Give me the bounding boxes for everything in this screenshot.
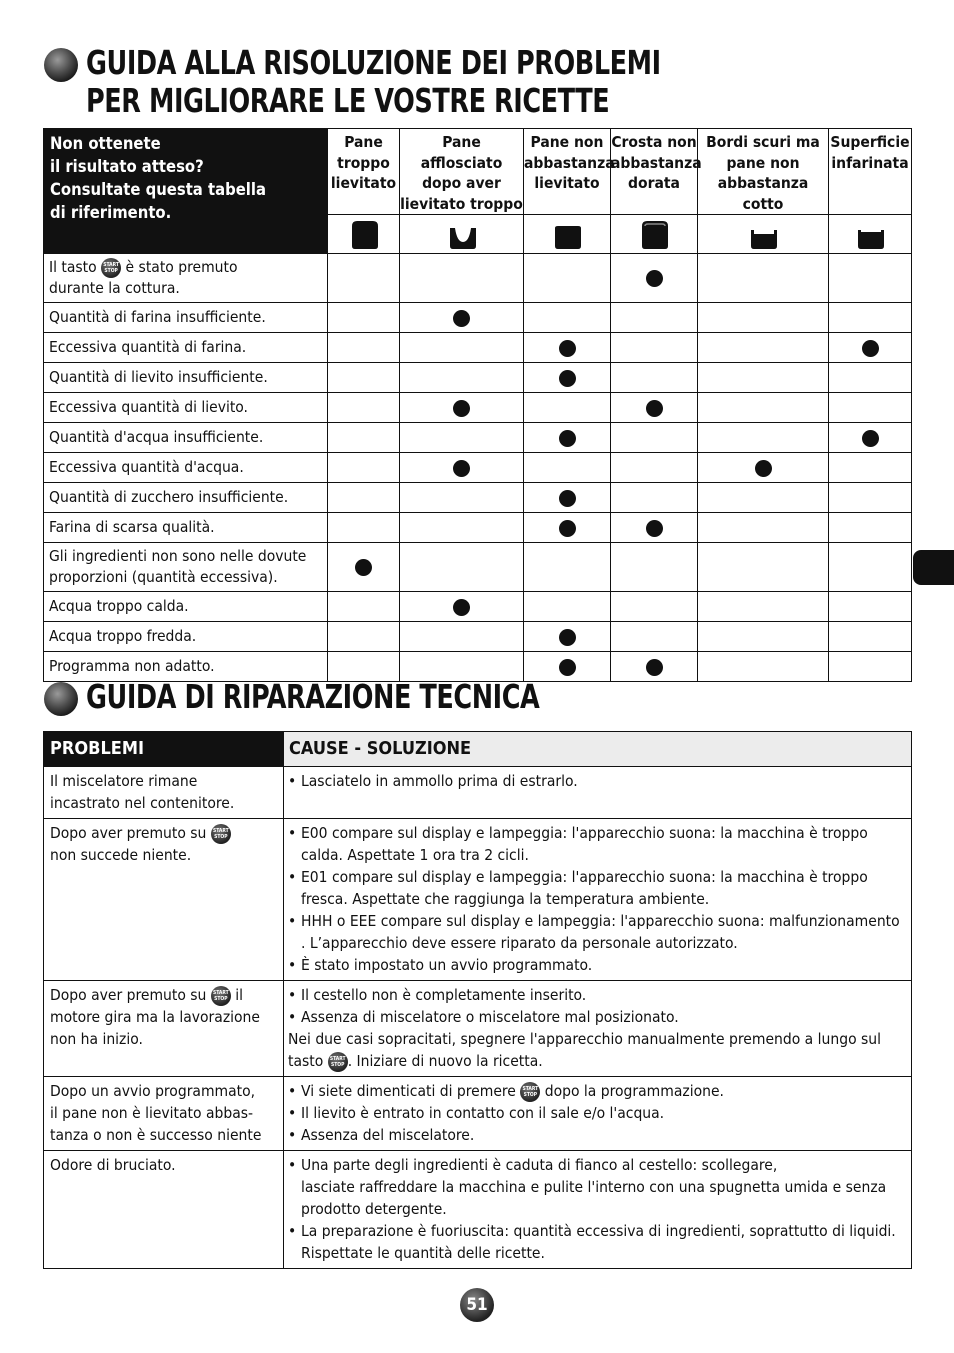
mark-cell — [611, 543, 698, 592]
mark-cell — [611, 333, 698, 363]
table-row — [44, 254, 912, 303]
mark-cell — [698, 303, 829, 333]
bullet-icon: • — [288, 868, 297, 886]
bread-collapsed-icon — [447, 220, 477, 248]
title-line-1: GUIDA ALLA RISOLUZIONE DEI PROBLEMI — [86, 43, 661, 82]
row-label: Programma non adatto. — [44, 652, 328, 682]
cause-text: Una parte degli ingredienti è caduta di fianco al cestello: scollegare, lasciate raffreddare la macchina e pulite l'interno con una spugnetta umida e senza prodotto detergente. — [301, 1156, 887, 1218]
mark-cell — [400, 453, 524, 483]
mark-cell — [524, 543, 611, 592]
bullet-icon: • — [288, 824, 297, 842]
mark-dot — [559, 520, 576, 537]
mark-dot — [453, 460, 470, 477]
row-label: Eccessiva quantità di farina. — [44, 333, 328, 363]
cause-text: E01 compare sul display e lampeggia: l'apparecchio suona: la macchina è troppo fresca. Aspettate che raggiunga la temperatura ambiente. — [301, 868, 868, 908]
mark-cell — [328, 363, 400, 393]
mark-cell — [328, 303, 400, 333]
row-label: Acqua troppo fredda. — [44, 622, 328, 652]
mark-cell — [400, 423, 524, 453]
mark-dot — [646, 520, 663, 537]
table-header-row — [44, 732, 912, 767]
cause-text: HHH o EEE compare sul display e lampeggia: l'apparecchio suona: malfunzionamento . L’apparecchio deve essere riparato da personale autorizzato. — [301, 912, 900, 952]
bread-overrisen-icon — [349, 220, 379, 248]
cause-text: Vi siete dimenticati di premere START STOP dopo la programmazione. — [301, 1082, 724, 1100]
causes-cell — [284, 767, 912, 819]
bread-dark-sides-icon — [748, 220, 778, 248]
mark-cell — [611, 453, 698, 483]
mark-cell — [400, 303, 524, 333]
mark-dot — [646, 270, 663, 287]
mark-cell — [698, 363, 829, 393]
cause-text: La preparazione è fuoriuscita: quantità eccessiva di ingredienti, soprattutto di liquidi. Rispettate le quantità delle ricette. — [301, 1222, 896, 1262]
mark-cell — [829, 254, 912, 303]
mark-cell — [698, 513, 829, 543]
mark-dot — [453, 310, 470, 327]
causes-cell — [284, 819, 912, 981]
bullet-icon: • — [288, 1156, 297, 1174]
cause-item — [288, 1220, 907, 1264]
mark-cell — [611, 652, 698, 682]
mark-cell — [611, 483, 698, 513]
title-line-2: PER MIGLIORARE LE VOSTRE RICETTE — [86, 81, 610, 120]
cause-text: Lasciatelo in ammollo prima di estrarlo. — [301, 772, 578, 790]
cause-text: Nei due casi sopracitati, spegnere l'apparecchio manualmente premendo a lungo sul tasto START STOP . Iniziare di nuovo la ricetta. — [288, 1030, 882, 1070]
table-row — [44, 592, 912, 622]
mark-cell — [829, 423, 912, 453]
icon-cell — [698, 215, 829, 254]
mark-cell — [400, 333, 524, 363]
start-stop-button-icon: START STOP — [101, 258, 121, 278]
column-header: Pane afflosciato dopo aver lievitato troppo — [400, 129, 524, 215]
table-row — [44, 1151, 912, 1269]
cause-item — [288, 1102, 907, 1124]
start-stop-button-icon: START STOP — [328, 1052, 348, 1072]
mark-cell — [524, 423, 611, 453]
cause-text: Assenza di miscelatore o miscelatore mal posizionato. — [301, 1008, 679, 1026]
mark-dot — [862, 430, 879, 447]
icon-cell — [400, 215, 524, 254]
bullet-icon: • — [288, 1104, 297, 1122]
section-header-repair — [44, 678, 613, 716]
cause-text: Il lievito è entrato in contatto con il sale e/o l'acqua. — [301, 1104, 665, 1122]
start-stop-button-icon: START STOP — [520, 1082, 540, 1102]
start-stop-button-icon: START STOP — [211, 824, 231, 844]
table-row — [44, 423, 912, 453]
row-label: Quantità di lievito insufficiente. — [44, 363, 328, 393]
mark-cell — [328, 333, 400, 363]
table-row — [44, 543, 912, 592]
table-row — [44, 622, 912, 652]
row-label: Il tasto START STOP è stato premuto durante la cottura. — [44, 254, 328, 303]
mark-cell — [698, 483, 829, 513]
cause-item — [288, 770, 907, 792]
cause-text: È stato impostato un avvio programmato. — [301, 956, 593, 974]
mark-cell — [328, 592, 400, 622]
bullet-icon: • — [288, 772, 297, 790]
mark-cell — [400, 592, 524, 622]
mark-cell — [829, 652, 912, 682]
icon-cell — [611, 215, 698, 254]
mark-dot — [453, 400, 470, 417]
bullet-ball-icon — [44, 48, 78, 82]
column-header: Pane troppo lievitato — [328, 129, 400, 215]
mark-cell — [829, 543, 912, 592]
column-header: Pane non abbastanza lievitato — [524, 129, 611, 215]
bullet-icon: • — [288, 956, 297, 974]
mark-dot — [559, 659, 576, 676]
cause-item — [288, 1028, 907, 1072]
mark-cell — [524, 592, 611, 622]
mark-cell — [611, 303, 698, 333]
bullet-icon: • — [288, 1082, 297, 1100]
mark-dot — [646, 659, 663, 676]
table-row — [44, 767, 912, 819]
problem-cell: Odore di bruciato. — [44, 1151, 284, 1269]
cause-item — [288, 910, 907, 954]
mark-cell — [524, 513, 611, 543]
start-stop-button-icon: START STOP — [211, 986, 231, 1006]
cause-item — [288, 822, 907, 866]
column-header: Bordi scuri ma pane non abbastanza cotto — [698, 129, 829, 215]
recipe-troubleshooting-table — [43, 128, 912, 682]
mark-cell — [400, 393, 524, 423]
mark-dot — [355, 559, 372, 576]
mark-cell — [829, 622, 912, 652]
mark-cell — [400, 513, 524, 543]
row-label: Farina di scarsa qualità. — [44, 513, 328, 543]
column-header: Superficie infarinata — [829, 129, 912, 215]
icon-cell — [829, 215, 912, 254]
cause-text: Assenza del miscelatore. — [301, 1126, 475, 1144]
table-row — [44, 483, 912, 513]
cause-item — [288, 1080, 907, 1102]
mark-cell — [328, 453, 400, 483]
column-header: Crosta non abbastanza dorata — [611, 129, 698, 215]
cause-item — [288, 1006, 907, 1028]
mark-dot — [559, 370, 576, 387]
row-label: Quantità di farina insufficiente. — [44, 303, 328, 333]
mark-cell — [400, 622, 524, 652]
mark-dot — [755, 460, 772, 477]
table-row — [44, 333, 912, 363]
header-causes: CAUSE - SOLUZIONE — [284, 732, 912, 767]
bullet-icon: • — [288, 1008, 297, 1026]
mark-dot — [862, 340, 879, 357]
row-label: Gli ingredienti non sono nelle dovute proporzioni (quantità eccessiva). — [44, 543, 328, 592]
mark-cell — [829, 363, 912, 393]
mark-cell — [698, 622, 829, 652]
bullet-icon: • — [288, 1222, 297, 1240]
mark-cell — [524, 393, 611, 423]
cause-text: E00 compare sul display e lampeggia: l'apparecchio suona: la macchina è troppo calda. Aspettate 1 ora tra 2 cicli. — [301, 824, 868, 864]
technical-repair-table — [43, 731, 912, 1269]
mark-cell — [524, 622, 611, 652]
row-label: Quantità di zucchero insufficiente. — [44, 483, 328, 513]
mark-cell — [328, 393, 400, 423]
mark-cell — [524, 363, 611, 393]
mark-cell — [400, 363, 524, 393]
mark-cell — [698, 393, 829, 423]
table-row — [44, 513, 912, 543]
mark-cell — [328, 543, 400, 592]
table-row — [44, 819, 912, 981]
table-row — [44, 981, 912, 1077]
mark-dot — [453, 599, 470, 616]
mark-cell — [524, 303, 611, 333]
table-row — [44, 393, 912, 423]
mark-cell — [524, 453, 611, 483]
row-label: Acqua troppo calda. — [44, 592, 328, 622]
mark-cell — [328, 423, 400, 453]
table-row — [44, 1077, 912, 1151]
cause-item — [288, 1124, 907, 1146]
bread-underrisen-icon — [552, 220, 582, 248]
causes-cell — [284, 981, 912, 1077]
mark-dot — [559, 490, 576, 507]
bullet-icon: • — [288, 1126, 297, 1144]
page-number: 51 — [460, 1288, 494, 1322]
icon-cell — [524, 215, 611, 254]
mark-dot — [559, 629, 576, 646]
mark-cell — [524, 333, 611, 363]
mark-dot — [559, 430, 576, 447]
row-label: Eccessiva quantità di lievito. — [44, 393, 328, 423]
bullet-ball-icon — [44, 682, 78, 716]
mark-cell — [698, 453, 829, 483]
causes-cell — [284, 1077, 912, 1151]
cause-text: Il cestello non è completamente inserito. — [301, 986, 587, 1004]
mark-cell — [829, 513, 912, 543]
mark-cell — [698, 592, 829, 622]
mark-cell — [698, 254, 829, 303]
mark-cell — [611, 622, 698, 652]
mark-cell — [328, 513, 400, 543]
mark-cell — [400, 254, 524, 303]
problem-cell: Il miscelatore rimane incastrato nel contenitore. — [44, 767, 284, 819]
row-label: Quantità d'acqua insufficiente. — [44, 423, 328, 453]
mark-cell — [524, 254, 611, 303]
mark-cell — [611, 393, 698, 423]
section-title: GUIDA DI RIPARAZIONE TECNICA — [86, 677, 540, 716]
cause-item — [288, 984, 907, 1006]
cause-item — [288, 866, 907, 910]
mark-cell — [611, 592, 698, 622]
problem-cell: Dopo un avvio programmato, il pane non è lievitato abbas- tanza o non è successo niente — [44, 1077, 284, 1151]
mark-cell — [328, 254, 400, 303]
mark-cell — [829, 453, 912, 483]
mark-cell — [611, 254, 698, 303]
table-row — [44, 453, 912, 483]
mark-cell — [611, 423, 698, 453]
mark-cell — [400, 543, 524, 592]
mark-cell — [400, 483, 524, 513]
table-row — [44, 363, 912, 393]
mark-cell — [829, 592, 912, 622]
mark-cell — [328, 483, 400, 513]
mark-dot — [646, 400, 663, 417]
causes-cell — [284, 1151, 912, 1269]
mark-cell — [698, 543, 829, 592]
mark-cell — [611, 363, 698, 393]
problem-cell: Dopo aver premuto su START STOP non succede niente. — [44, 819, 284, 981]
mark-dot — [559, 340, 576, 357]
bread-floury-top-icon — [855, 220, 885, 248]
row-label: Eccessiva quantità d'acqua. — [44, 453, 328, 483]
mark-cell — [524, 483, 611, 513]
section-title — [86, 44, 661, 120]
bullet-icon: • — [288, 912, 297, 930]
mark-cell — [698, 652, 829, 682]
mark-cell — [829, 393, 912, 423]
section-header-troubleshooting — [44, 44, 754, 120]
mark-cell — [829, 483, 912, 513]
bread-pale-crust-icon — [639, 220, 669, 248]
table-row — [44, 303, 912, 333]
table-intro-cell: Non ottenete il risultato atteso? Consultate questa tabella di riferimento. — [44, 129, 328, 254]
problem-cell: Dopo aver premuto su START STOP il motore gira ma la lavorazione non ha inizio. — [44, 981, 284, 1077]
bullet-icon: • — [288, 986, 297, 1004]
table-header-row — [44, 129, 912, 215]
mark-cell — [829, 303, 912, 333]
mark-cell — [698, 423, 829, 453]
mark-cell — [829, 333, 912, 363]
icon-cell — [328, 215, 400, 254]
section-tab-marker — [913, 550, 954, 585]
mark-cell — [698, 333, 829, 363]
mark-cell — [328, 622, 400, 652]
cause-item — [288, 1154, 907, 1220]
header-problems: PROBLEMI — [44, 732, 284, 767]
cause-item — [288, 954, 907, 976]
mark-cell — [611, 513, 698, 543]
